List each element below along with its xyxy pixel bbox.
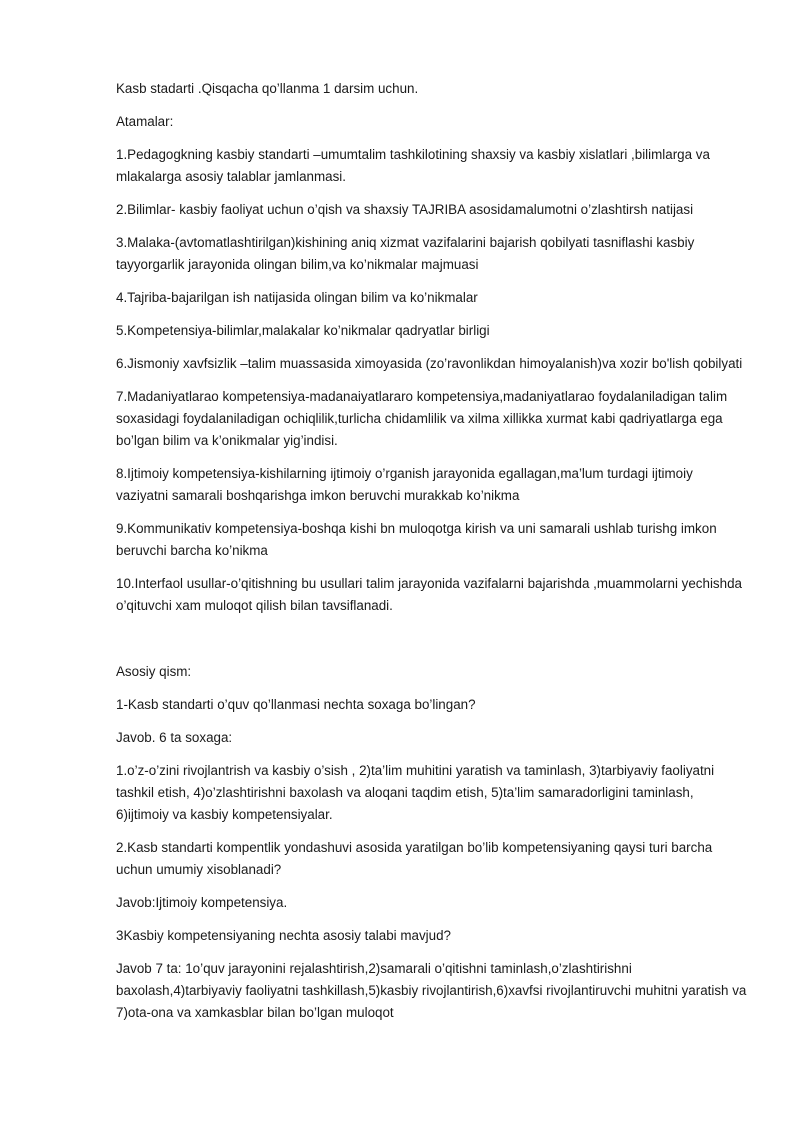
term-paragraph: 1.Pedagogkning kasbiy standarti –umumtalim tashkilotining shaxsiy va kasbiy xislatlari ,bilimlarga va mlakalarga asosiy talablar jamlanmasi. [116, 147, 710, 184]
term-paragraph: 6.Jismoniy xavfsizlik –talim muassasida ximoyasida (zo’ravonlikdan himoyalanish)va xozir bo'lish qobilyati [116, 356, 743, 371]
question: 1-Kasb standarti o’quv qo’llanmasi nechta soxaga bo’lingan? [116, 697, 476, 712]
term-paragraph: 5.Kompetensiya-bilimlar,malakalar ko’nikmalar qadryatlar birligi [116, 323, 490, 338]
answer-detail: 1.o’z-o’zini rivojlantrish va kasbiy o’sish , 2)ta’lim muhitini yaratish va taminlash, 3)tarbiyaviy faoliyatni tashkil etish, 4)o’zlashtirishni baxolash va aloqani taqdim etish, 5)ta’lim samaradorligini taminlash, 6)ijtimoiy va kasbiy kompetensiyalar. [116, 763, 715, 822]
section-spacer [116, 628, 748, 661]
question: 3Kasbiy kompetensiyaning nechta asosiy talabi mavjud? [116, 928, 451, 943]
answer: Javob. 6 ta soxaga: [116, 730, 233, 745]
term-paragraph: 7.Madaniyatlarao kompetensiya-madanaiyatlararo kompetensiya,madaniyatlarao foydalaniladigan talim soxasidagi foydalaniladigan ochiqlilik,turlicha chidamlilik va xilma xillikka xurmat kabi qadriyatlarga ega bo’lgan bilim va k’onikmalar yig’indisi. [116, 389, 728, 448]
terms-heading: Atamalar: [116, 114, 174, 129]
document-title: Kasb stadarti .Qisqacha qo’llanma 1 darsim uchun. [116, 81, 419, 96]
term-paragraph: 4.Tajriba-bajarilgan ish natijasida olingan bilim va ko’nikmalar [116, 290, 478, 305]
document-page [116, 78, 748, 1035]
term-paragraph: 8.Ijtimoiy kompetensiya-kishilarning ijtimoiy o’rganish jarayonida egallagan,ma’lum turdagi ijtimoiy vaziyatni samarali boshqarishga imkon beruvchi murakkab ko’nikma [116, 466, 693, 503]
question: 2.Kasb standarti kompentlik yondashuvi asosida yaratilgan bo’lib kompetensiyaning qaysi turi barcha uchun umumiy xisoblanadi? [116, 840, 713, 877]
term-paragraph: 10.Interfaol usullar-o’qitishning bu usullari talim jarayonida vazifalarni bajarishda ,muammolarni yechishda o’qituvchi xam muloqot qilish bilan tavsiflanadi. [116, 576, 742, 613]
main-heading: Asosiy qism: [116, 664, 192, 679]
answer: Javob:Ijtimoiy kompetensiya. [116, 895, 288, 910]
answer: Javob 7 ta: 1o’quv jarayonini rejalashtirish,2)samarali o’qitishni taminlash,o’zlashtirishni baxolash,4)tarbiyaviy faoliyatni tashkillash,5)kasbiy rivojlantirish,6)xavfsi rivojlantiruvchi muhitni yaratish va 7)ota-ona va xamkasblar bilan bo’lgan muloqot [116, 961, 747, 1020]
term-paragraph: 9.Kommunikativ kompetensiya-boshqa kishi bn muloqotga kirish va uni samarali ushlab turishg imkon beruvchi barcha ko’nikma [116, 521, 717, 558]
term-paragraph: 2.Bilimlar- kasbiy faoliyat uchun o’qish va shaxsiy TAJRIBA asosidamalumotni o’zlashtirsh natijasi [116, 202, 694, 217]
term-paragraph: 3.Malaka-(avtomatlashtirilgan)kishining aniq xizmat vazifalarini bajarish qobilyati tasniflashi kasbiy tayyorgarlik jarayonida olingan bilim,va ko’nikmalar majmuasi [116, 235, 695, 272]
